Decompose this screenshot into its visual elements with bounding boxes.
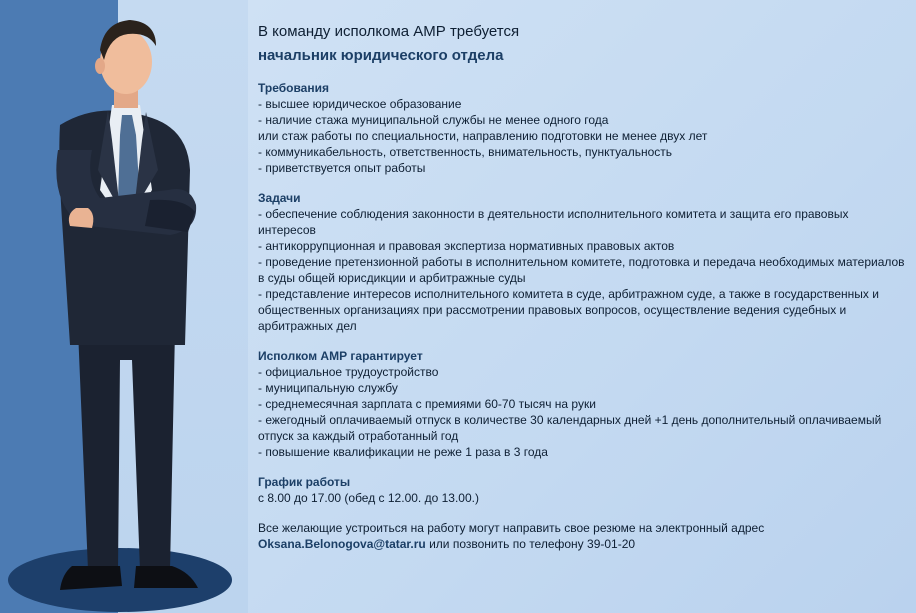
- list-item: - наличие стажа муниципальной службы не менее одного года: [258, 113, 609, 127]
- list-item: - муниципальную службу: [258, 381, 398, 395]
- list-item: - представление интересов исполнительного комитета в суде, арбитражном суде, а также в государственных и общественных организациях при рассмотрении правовых вопросов, осуществление ведения судебных и арбитражных дел: [258, 287, 879, 333]
- list-item: - высшее юридическое образование: [258, 97, 462, 111]
- schedule-title: График работы: [258, 475, 351, 489]
- schedule-section: [258, 474, 908, 506]
- list-item: или стаж работы по специальности, направлению подготовки не менее двух лет: [258, 129, 708, 143]
- intro-text: В команду исполкома АМР требуется: [258, 23, 520, 40]
- tasks-section: [258, 190, 908, 334]
- email-link[interactable]: Oksana.Belonogova@tatar.ru: [258, 537, 426, 551]
- phone-text: или позвонить по телефону 39-01-20: [425, 537, 636, 551]
- schedule-text: с 8.00 до 17.00 (обед с 12.00. до 13.00.): [258, 491, 479, 505]
- list-item: - коммуникабельность, ответственность, внимательность, пунктуальность: [258, 145, 673, 159]
- tasks-title: Задачи: [258, 191, 301, 205]
- requirements-title: Требования: [258, 81, 329, 95]
- contact-block: [258, 520, 908, 552]
- guarantees-section: [258, 348, 908, 460]
- list-item: - ежегодный оплачиваемый отпуск в количестве 30 календарных дней +1 день дополнительный оплачиваемый отпуск за каждый отработанный год: [258, 413, 882, 443]
- list-item: - повышение квалификации не реже 1 раза в 3 года: [258, 445, 548, 459]
- list-item: - среднемесячная зарплата с премиями 60-70 тысяч на руки: [258, 397, 596, 411]
- list-item: - обеспечение соблюдения законности в деятельности исполнительного комитета и защита его правовых интересов: [258, 207, 849, 237]
- list-item: - проведение претензионной работы в исполнительном комитете, подготовка и передача необходимых материалов в суды общей юрисдикции и арбитражные суды: [258, 255, 905, 285]
- position-title: начальник юридического отдела: [258, 47, 504, 64]
- requirements-section: [258, 80, 908, 176]
- list-item: - антикоррупционная и правовая экспертиза нормативных правовых актов: [258, 239, 675, 253]
- guarantees-title: Исполком АМР гарантирует: [258, 349, 423, 363]
- list-item: - приветствуется опыт работы: [258, 161, 426, 175]
- list-item: - официальное трудоустройство: [258, 365, 439, 379]
- contact-text: Все желающие устроиться на работу могут направить свое резюме на электронный адрес: [258, 521, 765, 535]
- businessman-illustration: [0, 0, 250, 613]
- vacancy-content: [258, 22, 908, 552]
